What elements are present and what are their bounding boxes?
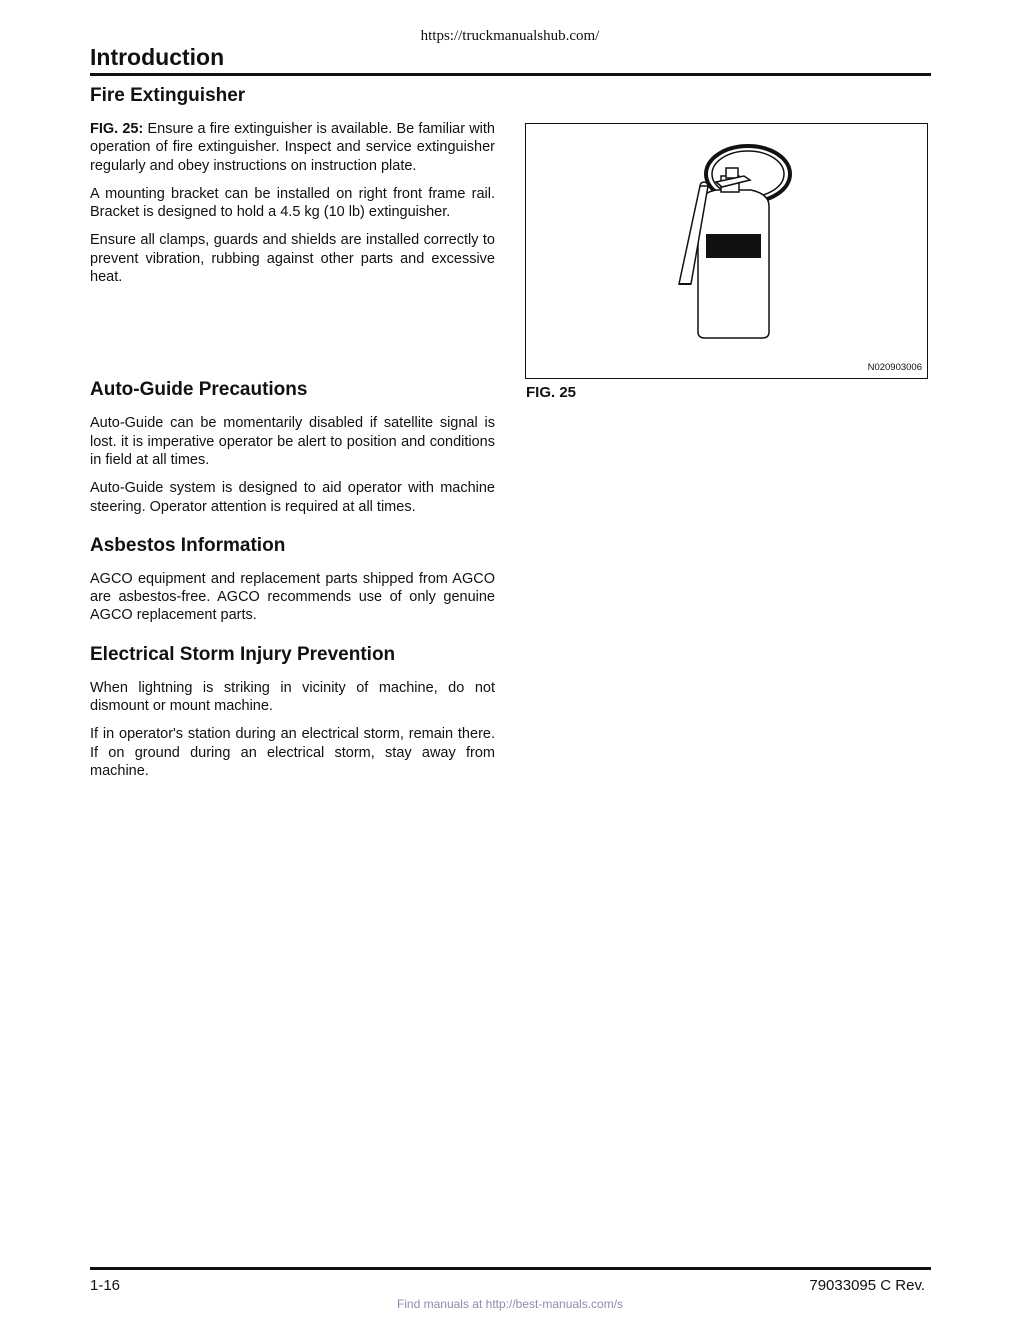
auto-guide-paragraph-2: Auto-Guide system is designed to aid operator with machine steering. Operator attention is required at all times. [90, 480, 495, 515]
fire-paragraph-1 [90, 120, 495, 175]
storm-paragraph-2: If in operator's station during an electrical storm, remain there. If on ground during an electrical storm, stay away from machine. [90, 726, 495, 779]
auto-guide-paragraph-1: Auto-Guide can be momentarily disabled if satellite signal is lost. it is imperative operator be alert to position and conditions in field at all times. [90, 415, 495, 468]
storm-heading: Electrical Storm Injury Prevention [90, 643, 396, 665]
section-title: Introduction [90, 44, 225, 70]
fire-paragraph-3: Ensure all clamps, guards and shields are installed correctly to prevent vibration, rubbing against other parts and excessive heat. [90, 232, 495, 286]
fire-paragraph-2: A mounting bracket can be installed on right front frame rail. Bracket is designed to hold a 4.5 kg (10 lb) extinguisher. [90, 185, 495, 221]
figure-caption: FIG. 25 [526, 384, 577, 401]
footer-divider [90, 1267, 931, 1270]
figure-code: N020903006 [867, 362, 922, 373]
asbestos-section [90, 534, 495, 625]
fig-reference: FIG. 25: [90, 121, 144, 137]
fire-extinguisher-icon [526, 124, 929, 380]
header-divider [90, 73, 931, 76]
fire-extinguisher-section [90, 84, 495, 286]
document-number: 79033095 C Rev. [809, 1277, 925, 1294]
page-number: 1-16 [90, 1277, 121, 1294]
main-text-column [90, 84, 495, 798]
fire-paragraph-1-text: Ensure a fire extinguisher is available. Be familiar with operation of fire extinguisher. Inspect and service extinguisher regularly and obey instructions on instruction plate. [90, 121, 495, 174]
storm-section [90, 643, 495, 780]
footer-note: Find manuals at http://best-manuals.com/s [396, 1297, 624, 1311]
fire-extinguisher-heading: Fire Extinguisher [90, 85, 246, 106]
figure-25-box [525, 123, 928, 379]
auto-guide-section [90, 378, 495, 515]
asbestos-heading: Asbestos Information [90, 534, 286, 556]
asbestos-paragraph-1: AGCO equipment and replacement parts shipped from AGCO are asbestos-free. AGCO recommends use of only genuine AGCO replacement parts. [90, 570, 495, 624]
storm-paragraph-1: When lightning is striking in vicinity of machine, do not dismount or mount machine. [90, 679, 495, 715]
header-url: https://truckmanualshub.com/ [420, 28, 600, 44]
auto-guide-heading: Auto-Guide Precautions [90, 379, 308, 401]
